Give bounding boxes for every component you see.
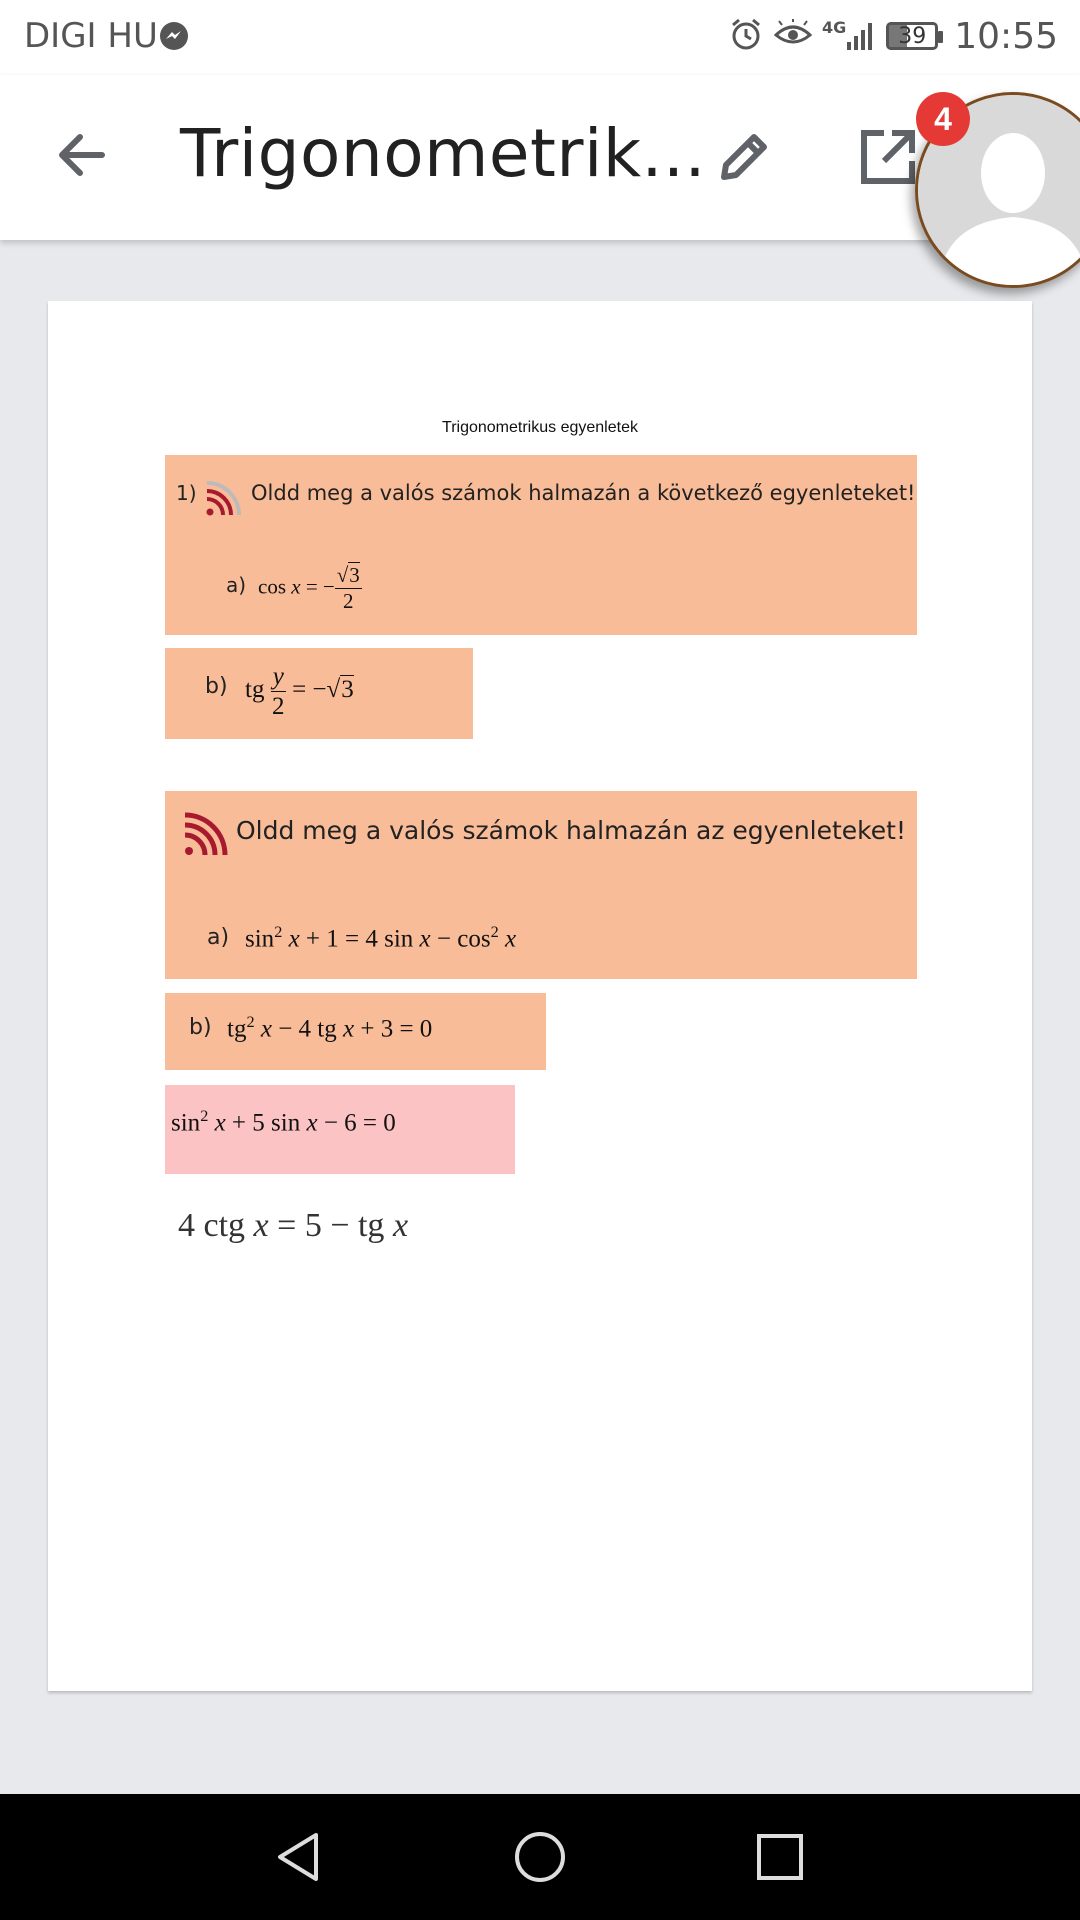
- question-2b-box: [165, 993, 546, 1070]
- item-a-label: a): [226, 573, 247, 597]
- nav-home-button[interactable]: [510, 1827, 570, 1887]
- triangle-back-icon: [270, 1827, 330, 1887]
- equation-1a: cos x = − $\frac{√3}{2}$: [258, 563, 360, 613]
- arrow-back-icon: [52, 125, 112, 185]
- equation-2a: $\sin^2 x + 1 = 4$ $\sin x - \cos^2 x$: [245, 923, 517, 953]
- document-title: Trigonometrik...: [180, 115, 706, 192]
- network-type-label: 4G: [821, 18, 847, 37]
- question-2-text: Oldd meg a valós számok halmazán az egyenleteket!: [236, 816, 906, 845]
- edit-button[interactable]: [712, 125, 776, 189]
- equation-1b: tg $\frac{y}{2}$ = −√3: [245, 663, 354, 720]
- question-1-text: Oldd meg a valós számok halmazán a következő egyenleteket!: [251, 481, 916, 505]
- square-recents-icon: [750, 1827, 810, 1887]
- feed-icon: [205, 475, 247, 522]
- equation-3: $\sin^2 x + 5$ sin x − 6 = 0: [171, 1107, 396, 1137]
- question-2-box: [165, 791, 917, 979]
- equation-3-box: [165, 1085, 515, 1174]
- navigation-bar: [0, 1794, 1080, 1920]
- circle-home-icon: [510, 1827, 570, 1887]
- item-b-label: b): [189, 1015, 212, 1040]
- question-number: 1): [176, 481, 197, 505]
- notification-badge: 4: [916, 92, 970, 146]
- feed-icon: [183, 809, 231, 862]
- equation-2b: $tg^2$ x − 4 tg x + 3 = 0: [227, 1013, 433, 1043]
- battery-icon: [886, 22, 938, 50]
- nav-recents-button[interactable]: [750, 1827, 810, 1887]
- pencil-icon: [712, 125, 776, 189]
- equation-4: 4 ctg x = 5 − tg x: [178, 1207, 409, 1244]
- nav-back-button[interactable]: [270, 1827, 330, 1887]
- clock: 10:55: [954, 15, 1058, 57]
- signal-icon: [822, 20, 876, 52]
- item-b-label: b): [205, 674, 228, 699]
- question-1b-box: [165, 648, 473, 739]
- document-page: [48, 301, 1032, 1691]
- messenger-icon: [158, 20, 190, 56]
- item-a-label: a): [207, 925, 230, 950]
- eye-comfort-icon: [774, 19, 812, 53]
- page-heading: Trigonometrikus egyenletek: [442, 419, 638, 436]
- alarm-icon: [728, 16, 764, 56]
- question-1-box: [165, 455, 917, 635]
- battery-level: 39: [898, 23, 927, 49]
- open-in-new-icon: [856, 125, 920, 189]
- open-external-button[interactable]: [856, 125, 920, 189]
- back-button[interactable]: [52, 125, 112, 185]
- status-bar: [0, 0, 1080, 75]
- carrier-label: DIGI HU: [24, 16, 158, 56]
